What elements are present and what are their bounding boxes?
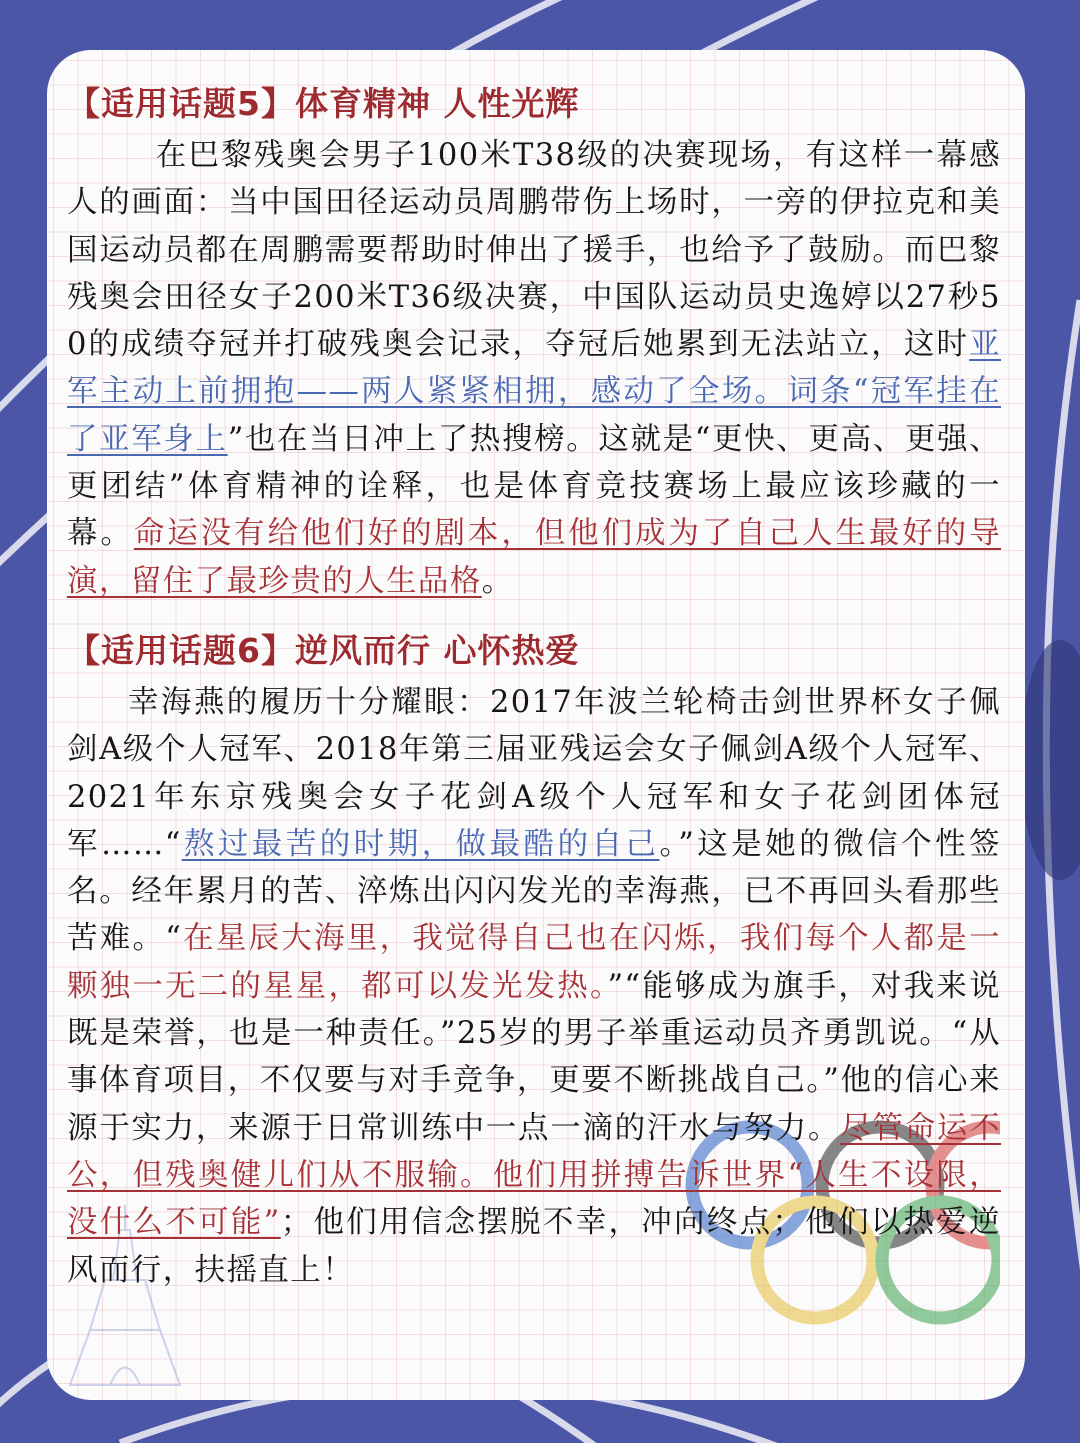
section-heading: 【适用话题6】逆风而行 心怀热爱 — [67, 630, 580, 670]
highlight-underline: 命运没有给他们好的剧本，但他们成为了自己人生最好的导演，留住了最珍贵的人生品格 — [67, 516, 1001, 599]
highlight-quote: 在星辰大海里，我觉得自己也在闪烁，我们每个人都是一颗独一无二的星星，都可以发光发热。 — [67, 921, 1001, 1004]
highlight-underline: 熬过最苦的时期，做最酷的自己 — [181, 826, 660, 862]
content-card — [47, 50, 1025, 1400]
section-heading: 【适用话题5】体育精神 人性光辉 — [67, 84, 580, 123]
paragraph-text: ”“能够成为旗手，对我来说既是荣誉，也是一种责任。”25岁的男子举重运动员齐勇凯说。“从事体育项目，不仅要与对手竞争，更要不断挑战自己。”他的信心来源于实力，来源于日常训练中一点一滴的汗水与努力。 — [67, 968, 1001, 1146]
paragraph-text: 幸海燕的履历十分耀眼：2017年波兰轮椅击剑世界杯女子佩剑A级个人冠军、2018年第三届亚残运会女子佩剑A级个人冠军、2021年东京残奥会女子花剑A级个人冠军和女子花剑团体冠军……“ — [67, 684, 1001, 862]
paragraph-text: 在巴黎残奥会男子100米T38级的决赛现场，有这样一幕感人的画面：当中国田径运动员周鹏带伤上场时，一旁的伊拉克和美国运动员都在周鹏需要帮助时伸出了援手，也给予了鼓励。而巴黎残奥会田径女子200米T36级决赛，中国队运动员史逸婷以27秒50的成绩夺冠并打破残奥会记录，夺冠后她累到无法站立，这时 — [67, 138, 1001, 363]
section-paragraph — [67, 132, 1001, 605]
paragraph-text: 。 — [481, 563, 514, 599]
section-paragraph — [67, 679, 1001, 1294]
section-topic-6 — [67, 629, 1001, 1294]
paragraph-text: ”也在当日冲上了热搜榜。这就是“更快、更高、更强、更团结”体育精神的诠释，也是体育竞技赛场上最应该珍藏的一幕。 — [67, 421, 1002, 552]
section-topic-5 — [67, 82, 1001, 605]
article — [67, 82, 1001, 1294]
paragraph-text: 。”这是她的微信个性签名。经年累月的苦、淬炼出闪闪发光的幸海燕，已不再回头看那些苦难。“ — [67, 826, 1001, 957]
highlight-underline: 尽管命运不公，但残奥健儿们从不服输。他们用拼搏告诉世界“人生不设限，没什么不可能” — [67, 1110, 1002, 1241]
highlight-underline: 亚军主动上前拥抱——两人紧紧相拥，感动了全场。词条“冠军挂在了亚军身上 — [67, 327, 1001, 457]
paragraph-text: ；他们用信念摆脱不幸，冲向终点；他们以热爱逆风而行，扶摇直上！ — [67, 1205, 1001, 1288]
